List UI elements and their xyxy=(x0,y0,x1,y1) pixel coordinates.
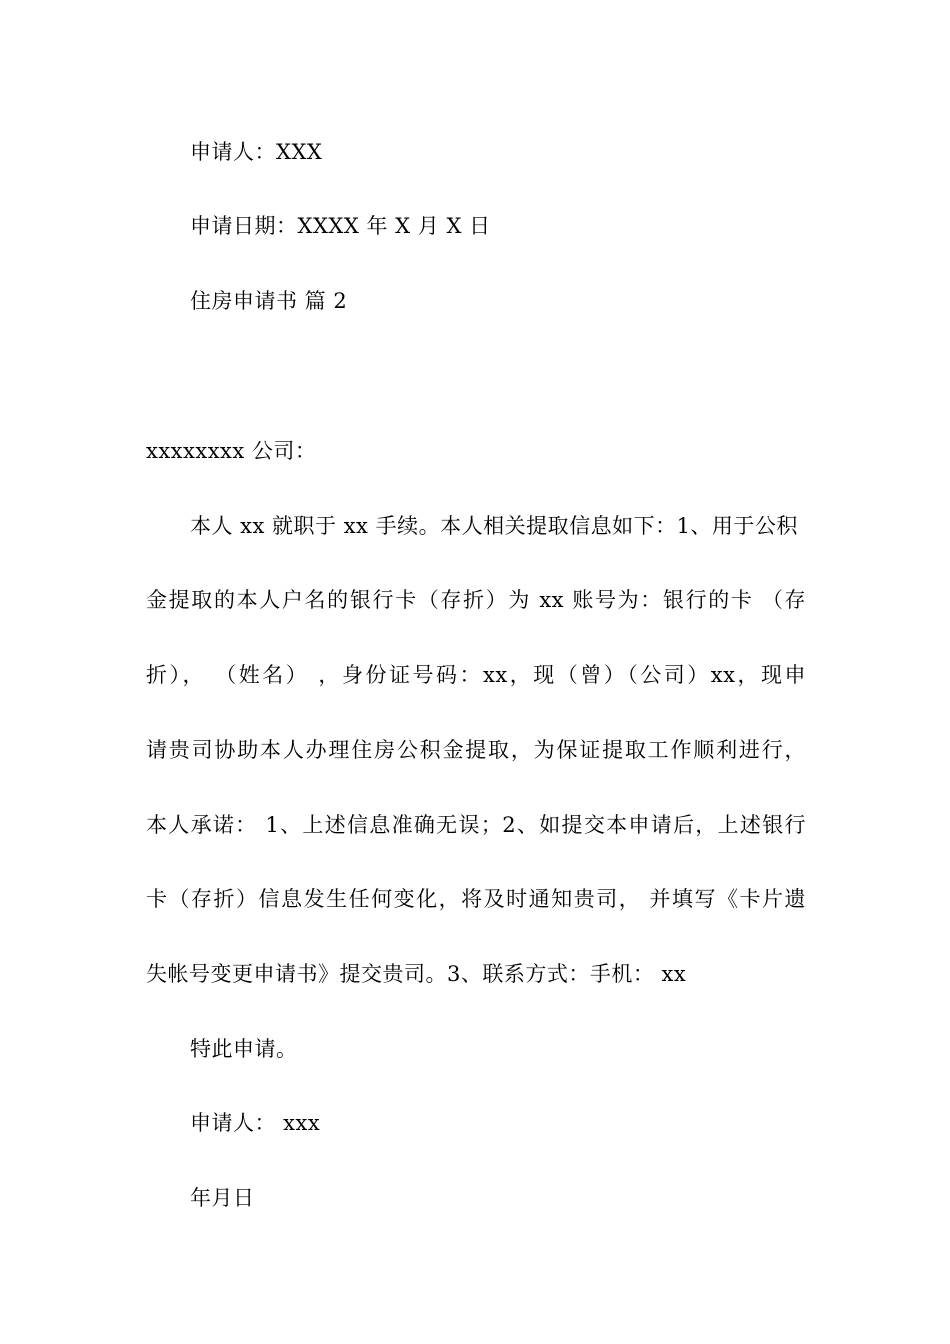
body-line: 卡（存折）信息发生任何变化，将及时通知贵司， 并填写《卡片遗 xyxy=(146,887,806,911)
applicant-line: 申请人：XXX xyxy=(190,140,323,164)
application-date-line: 申请日期：XXXX 年 X 月 X 日 xyxy=(190,214,491,238)
body-line: 失帐号变更申请书》提交贵司。3、联系方式：手机： xx xyxy=(146,962,687,986)
body-line: 折）， （姓名） ，身份证号码：xx，现（曾）（公司）xx，现申 xyxy=(146,663,806,687)
body-line: 请贵司协助本人办理住房公积金提取，为保证提取工作顺利进行， xyxy=(146,738,806,762)
signature-date: 年月日 xyxy=(190,1186,255,1210)
signature-applicant: 申请人： xxx xyxy=(190,1111,321,1135)
salutation: xxxxxxxx 公司： xyxy=(146,439,317,463)
body-line: 本人 xx 就职于 xx 手续。本人相关提取信息如下：1、用于公积 xyxy=(190,514,798,538)
section-title: 住房申请书 篇 2 xyxy=(190,289,348,313)
body-line: 金提取的本人户名的银行卡（存折）为 xx 账号为：银行的卡 （存 xyxy=(146,588,806,612)
body-line: 本人承诺： 1、上述信息准确无误；2、如提交本申请后，上述银行 xyxy=(146,813,806,837)
closing-line: 特此申请。 xyxy=(190,1037,298,1061)
